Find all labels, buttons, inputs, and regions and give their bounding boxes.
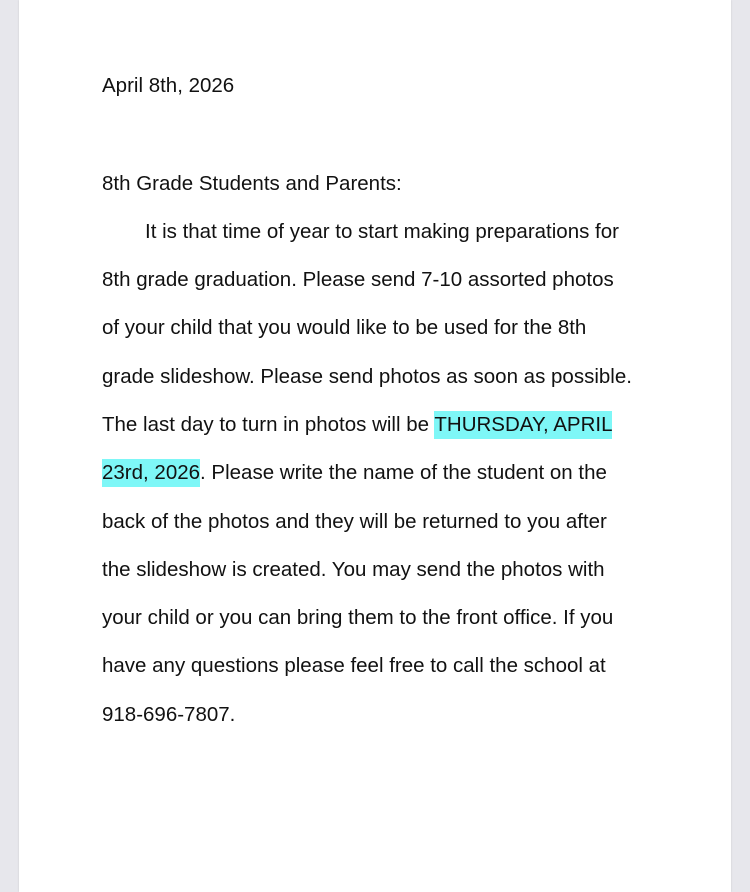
body-line-10: have any questions please feel free to call the school at xyxy=(102,654,606,677)
body-line-5-text: The last day to turn in photos will be xyxy=(102,413,435,436)
body-line-7: back of the photos and they will be returned to you after xyxy=(102,510,607,533)
body-line-4: grade slideshow. Please send photos as soon as possible. xyxy=(102,365,632,388)
body-line-1: It is that time of year to start making preparations for xyxy=(145,220,619,243)
body-line-9: your child or you can bring them to the front office. If you xyxy=(102,606,614,629)
document-page xyxy=(19,0,731,892)
body-line-6-text: . Please write the name of the student on the xyxy=(200,461,607,484)
body-line-5 xyxy=(102,412,612,438)
letter-date: April 8th, 2026 xyxy=(102,74,235,97)
letter-salutation: 8th Grade Students and Parents: xyxy=(102,172,402,195)
body-line-3: of your child that you would like to be used for the 8th xyxy=(102,316,587,339)
body-line-2: 8th grade graduation. Please send 7-10 assorted photos xyxy=(102,268,614,291)
body-line-8: the slideshow is created. You may send the photos with xyxy=(102,558,605,581)
deadline-highlight-part-2: 23rd, 2026 xyxy=(102,459,200,487)
school-phone: 918-696-7807. xyxy=(102,703,236,726)
body-line-6 xyxy=(102,460,607,486)
deadline-highlight-part-1: THURSDAY, APRIL xyxy=(434,411,612,439)
